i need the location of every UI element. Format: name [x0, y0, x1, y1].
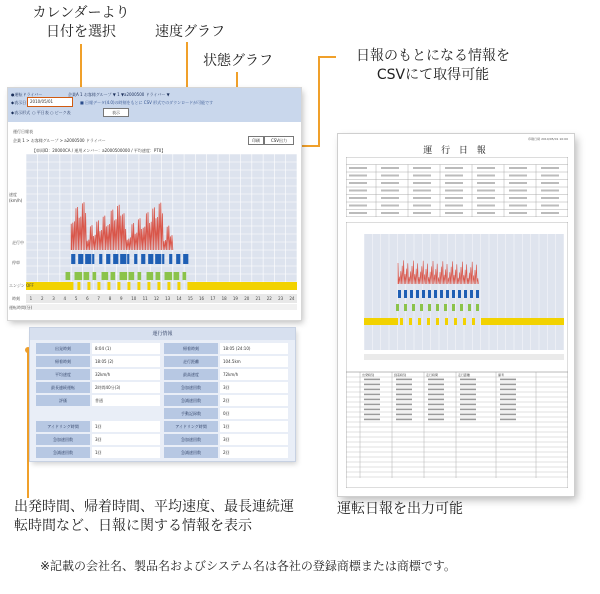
info-value: 3回	[220, 382, 288, 393]
trip-cell-text	[428, 389, 444, 391]
trip-cell-text	[500, 394, 516, 396]
info-value: 18:05 (24:10)	[220, 343, 288, 354]
info-row	[36, 369, 289, 382]
header-cell-text	[477, 212, 495, 214]
info-label: 出発時刻	[36, 343, 90, 354]
header-cell-text	[349, 190, 367, 192]
header-cell-text	[381, 182, 399, 184]
trip-cell-text	[396, 399, 412, 401]
engine-off-segment	[137, 282, 140, 290]
header-cell-text	[445, 212, 463, 214]
report-engine-off-segment	[400, 318, 403, 325]
calendar-callout	[22, 4, 140, 42]
trip-cell-text	[396, 414, 412, 416]
info-value	[92, 408, 160, 419]
info-value: 1回	[92, 421, 160, 432]
trip-cell-text	[396, 389, 412, 391]
printed-daily-report	[338, 134, 574, 496]
report-moving-segment	[398, 290, 401, 298]
trip-header-label: 走行時間	[426, 372, 439, 377]
trip-cell-text	[500, 414, 516, 416]
engine-off-segment	[177, 282, 180, 290]
x-tick-label: 8	[108, 296, 112, 301]
x-tick-label: 23	[278, 296, 284, 301]
trip-header-label: 備考	[498, 372, 505, 377]
stopped-segment	[183, 272, 187, 280]
header-cell-text	[381, 167, 399, 169]
trip-cell-text	[460, 414, 476, 416]
report-moving-segment	[440, 290, 443, 298]
header-cell-text	[381, 190, 399, 192]
trip-cell-text	[500, 419, 516, 421]
info-callout	[14, 498, 294, 536]
trip-cell-text	[500, 389, 516, 391]
info-row	[36, 408, 289, 421]
info-value: 2回	[220, 395, 288, 406]
header-cell-text	[445, 175, 463, 177]
report-trip-table	[346, 372, 568, 488]
info-value: 1回	[220, 421, 288, 432]
info-label: 走行距離	[164, 356, 218, 367]
header-cell-text	[477, 205, 495, 207]
date-label: ◆表示日	[11, 100, 27, 105]
engine-off-segment	[167, 282, 170, 290]
stopped-segment	[147, 272, 154, 280]
print-button[interactable]: 印刷	[248, 136, 264, 145]
info-value: 18:05 (2)	[92, 356, 160, 367]
trip-cell-text	[460, 404, 476, 406]
header-cell-text	[509, 175, 527, 177]
moving-segment	[99, 254, 102, 264]
info-label: 急加速回数	[36, 434, 90, 445]
report-moving-segment	[410, 290, 413, 298]
stopped-segment	[174, 272, 180, 280]
info-value: 1回	[92, 447, 160, 458]
report-engine-off-segment	[364, 318, 398, 325]
stopped-segment	[111, 272, 116, 280]
report-engine-off-segment	[436, 318, 439, 325]
header-cell-text	[445, 167, 463, 169]
info-callout-line1: 出発時間、帰着時間、平均速度、最長連続運	[14, 499, 294, 515]
header-cell-text	[349, 175, 367, 177]
trip-cell-text	[396, 409, 412, 411]
header-cell-text	[541, 190, 559, 192]
info-value: 0回	[220, 408, 288, 419]
moving-segment	[176, 254, 180, 264]
info-value: 104.5km	[220, 356, 288, 367]
stopped-segment	[75, 272, 83, 280]
header-cell-text	[541, 212, 559, 214]
daily-report-screen	[8, 88, 301, 320]
header-cell-text	[413, 190, 431, 192]
engine-off-segment	[117, 282, 120, 290]
header-cell-text	[509, 197, 527, 199]
operating-info-title: 運行情報	[30, 328, 295, 340]
header-cell-text	[541, 175, 559, 177]
trip-cell-text	[428, 394, 444, 396]
stopped-segment	[129, 272, 135, 280]
report-stopped-segment	[396, 304, 399, 311]
x-tick-label: 1	[29, 296, 33, 301]
x-tick-label: 11	[142, 296, 148, 301]
stopped-segment	[93, 272, 97, 280]
x-tick-label: 21	[255, 296, 261, 301]
header-cell-text	[413, 167, 431, 169]
report-engine-off-segment	[427, 318, 430, 325]
trademark-footnote: ※記載の会社名、製品名およびシステム名は各社の登録商標または商標です。	[40, 559, 456, 573]
csv-note: ■ 日報データ(4.0)の時刻をもとに CSV 形式でのダウンロードが可能です	[80, 100, 214, 105]
x-tick-label: 5	[74, 296, 78, 301]
print-callout: 運転日報を出力可能	[337, 501, 463, 517]
x-tick-label: 20	[244, 296, 250, 301]
moving-segment	[106, 254, 110, 264]
report-stopped-segment	[444, 304, 447, 311]
trip-cell-text	[500, 409, 516, 411]
x-tick-label: 9	[119, 296, 123, 301]
report-stopped-segment	[412, 304, 415, 311]
info-row	[36, 356, 289, 369]
print-date: 印刷日時 2010/05/01 10:00	[528, 137, 568, 141]
info-label	[36, 408, 90, 419]
engine-off-segment	[190, 282, 297, 290]
moving-segment	[127, 254, 129, 264]
operating-info-panel	[30, 328, 295, 461]
trip-cell-text	[396, 419, 412, 421]
driver-label: ●運転ドライバー	[11, 92, 43, 97]
x-tick-label: 24	[289, 296, 295, 301]
trip-cell-text	[500, 379, 516, 381]
date-picker-value: 2010/05/01	[30, 99, 54, 104]
header-cell-text	[413, 205, 431, 207]
csv-output-button[interactable]: CSV出力	[264, 136, 294, 145]
header-cell-text	[541, 197, 559, 199]
report-moving-segment	[458, 290, 461, 298]
header-cell-text	[509, 190, 527, 192]
header-cell-text	[413, 197, 431, 199]
report-stopped-segment	[420, 304, 423, 311]
info-label: アイドリング時間	[164, 421, 218, 432]
report-moving-segment	[428, 290, 431, 298]
moving-segment	[113, 254, 118, 264]
trip-cell-text	[428, 414, 444, 416]
trip-cell-text	[428, 384, 444, 386]
lane-label-engine-off: エンジン OFF	[9, 283, 34, 288]
moving-segment	[155, 254, 161, 264]
header-cell-text	[541, 167, 559, 169]
report-chart	[346, 222, 568, 372]
trip-cell-text	[364, 384, 380, 386]
report-stopped-segment	[452, 304, 455, 311]
group-selector[interactable]: 企業A 1 お客様グループ ▼ 1 ▼a2000500 ドライバー ▼	[68, 92, 170, 97]
status-chart	[26, 154, 297, 292]
trip-header-label: 走行距離	[458, 372, 471, 377]
trip-cell-text	[364, 394, 380, 396]
info-label: 急減速回数	[164, 447, 218, 458]
moving-segment	[78, 254, 83, 264]
engine-off-segment	[87, 282, 90, 290]
trip-cell-text	[500, 399, 516, 401]
trip-cell-text	[460, 394, 476, 396]
x-tick-label: 4	[63, 296, 67, 301]
info-label: 評価	[36, 395, 90, 406]
trip-cell-text	[460, 379, 476, 381]
moving-segment	[85, 254, 91, 264]
csv-leader-line-h1	[318, 56, 336, 58]
stopped-segment	[156, 272, 161, 280]
calendar-callout-line2: 日付を選択	[46, 24, 116, 40]
trip-cell-text	[364, 404, 380, 406]
report-moving-segment	[470, 290, 473, 298]
view-options[interactable]: ○ 平日表 ○ ピーク表	[32, 110, 71, 115]
report-moving-segment	[464, 290, 467, 298]
info-value: 72km/h	[220, 369, 288, 380]
csv-callout-line1: 日報のもとになる情報を	[356, 48, 510, 64]
x-tick-label: 6	[86, 296, 89, 301]
header-cell-text	[413, 175, 431, 177]
trip-cell-text	[396, 404, 412, 406]
trip-cell-text	[396, 394, 412, 396]
report-moving-segment	[446, 290, 449, 298]
header-cell-text	[413, 212, 431, 214]
company-line: 企業 1 > お客様グループ > a2000500 ドライバー	[13, 138, 106, 143]
info-value: 2時間40分(3)	[92, 382, 160, 393]
csv-callout-line2: CSVにて取得可能	[376, 67, 490, 83]
info-row	[36, 434, 289, 447]
trip-cell-text	[428, 399, 444, 401]
header-cell-text	[381, 197, 399, 199]
info-label: 急減速回数	[164, 395, 218, 406]
driving-time-row	[26, 304, 297, 310]
info-value: 2回	[220, 447, 288, 458]
trip-cell-text	[500, 404, 516, 406]
report-engine-off-segment	[484, 318, 564, 325]
header-cell-text	[349, 197, 367, 199]
engine-off-segment	[127, 282, 130, 290]
trip-cell-text	[460, 419, 476, 421]
header-cell-text	[445, 190, 463, 192]
x-tick-label: 17	[210, 296, 216, 301]
trip-cell-text	[364, 379, 380, 381]
info-value: 3回	[220, 434, 288, 445]
info-row	[36, 382, 289, 395]
report-stopped-segment	[404, 304, 407, 311]
moving-segment	[141, 254, 145, 264]
header-cell-text	[541, 205, 559, 207]
info-callout-line2: 転時間など、日報に関する情報を表示	[14, 518, 252, 534]
x-tick-label: 3	[52, 296, 55, 301]
report-engine-off-segment	[472, 318, 475, 325]
header-cell-text	[541, 182, 559, 184]
trip-cell-text	[460, 409, 476, 411]
x-tick-label: 22	[266, 296, 272, 301]
trip-cell-text	[428, 379, 444, 381]
moving-segment	[71, 254, 75, 264]
speed-graph-callout: 速度グラフ	[155, 24, 225, 40]
show-button[interactable]: 表示	[103, 108, 129, 117]
report-engine-off-segment	[445, 318, 448, 325]
info-row	[36, 447, 289, 460]
moving-segment	[134, 254, 137, 264]
stopped-lane	[66, 272, 187, 280]
lane-label-stopped: 停車	[12, 260, 20, 265]
trip-cell-text	[396, 379, 412, 381]
report-stopped-segment	[428, 304, 431, 311]
header-cell-text	[509, 205, 527, 207]
moving-segment	[120, 254, 126, 264]
engine-off-segment	[107, 282, 110, 290]
trip-cell-text	[396, 384, 412, 386]
info-label: 急加速回数	[164, 434, 218, 445]
trip-cell-text	[460, 389, 476, 391]
info-label: 手動記録数	[164, 408, 218, 419]
x-tick-label: 16	[199, 296, 205, 301]
trip-cell-text	[460, 399, 476, 401]
calendar-callout-line1: カレンダーより	[32, 5, 130, 21]
info-value: 32km/h	[92, 369, 160, 380]
engine-off-segment	[157, 282, 160, 290]
vehicle-line: 【車両ID：20000CA / 運用メンバー：a2000500000 / 平均速度：PT0】	[32, 148, 166, 153]
trip-cell-text	[428, 419, 444, 421]
stopped-segment	[138, 272, 142, 280]
header-cell-text	[381, 212, 399, 214]
info-leader-line	[27, 350, 29, 498]
header-cell-text	[509, 167, 527, 169]
trip-header-label: 出発時刻	[362, 372, 375, 377]
header-cell-text	[349, 167, 367, 169]
trip-cell-text	[500, 384, 516, 386]
engine-off-segment	[97, 282, 100, 290]
stopped-segment	[120, 272, 128, 280]
trip-cell-text	[364, 389, 380, 391]
report-header-table	[346, 157, 568, 217]
moving-segment	[148, 254, 153, 264]
report-moving-segment	[434, 290, 437, 298]
header-cell-text	[509, 182, 527, 184]
trip-cell-text	[364, 409, 380, 411]
report-title: 運 行 日 報	[423, 146, 489, 156]
trip-cell-text	[460, 384, 476, 386]
report-engine-off-segment	[463, 318, 466, 325]
trip-header-label: 到着時刻	[394, 372, 407, 377]
header-cell-text	[477, 167, 495, 169]
header-cell-text	[413, 182, 431, 184]
x-tick-label: 15	[187, 296, 193, 301]
x-tick-label: 19	[232, 296, 238, 301]
report-stopped-segment	[460, 304, 463, 311]
trip-cell-text	[364, 399, 380, 401]
report-stopped-segment	[436, 304, 439, 311]
info-row	[36, 395, 289, 408]
moving-segment	[183, 254, 188, 264]
moving-segment	[92, 254, 94, 264]
lane-label-speed: 速度(km/h)	[9, 192, 23, 203]
x-tick-label: 12	[153, 296, 159, 301]
x-tick-label: 14	[176, 296, 182, 301]
info-label: 急加速回数	[164, 382, 218, 393]
status-graph-callout: 状態グラフ	[203, 53, 273, 69]
view-label: ◆表示形式	[11, 110, 31, 115]
info-label: アイドリング時間	[36, 421, 90, 432]
report-engine-off-segment	[418, 318, 421, 325]
header-cell-text	[445, 205, 463, 207]
header-cell-text	[349, 212, 367, 214]
info-value: 8:04 (1)	[92, 343, 160, 354]
header-cell-text	[477, 175, 495, 177]
header-cell-text	[381, 205, 399, 207]
driving-time-label: 運転時間(分)	[9, 305, 33, 310]
info-row	[36, 343, 289, 356]
x-tick-label: 2	[40, 296, 44, 301]
info-label: 最高速度	[164, 369, 218, 380]
header-cell-text	[381, 175, 399, 177]
report-moving-segment	[416, 290, 419, 298]
report-moving-segment	[476, 290, 479, 298]
info-label: 帰着時刻	[36, 356, 90, 367]
x-tick-label: 13	[165, 296, 171, 301]
report-engine-off-segment	[454, 318, 457, 325]
trip-cell-text	[364, 414, 380, 416]
report-engine-off-segment	[481, 318, 484, 325]
trip-cell-text	[364, 419, 380, 421]
stopped-segment	[165, 272, 173, 280]
report-stopped-segment	[468, 304, 471, 311]
info-label: 平均速度	[36, 369, 90, 380]
info-label: 最長連続運転	[36, 382, 90, 393]
x-tick-label: 7	[97, 296, 100, 301]
engine-off-segment	[147, 282, 150, 290]
x-axis-title: 時刻	[12, 296, 20, 301]
info-value: 3回	[92, 434, 160, 445]
report-stopped-segment	[476, 304, 479, 311]
header-cell-text	[477, 197, 495, 199]
header-cell-text	[445, 197, 463, 199]
header-cell-text	[445, 182, 463, 184]
header-cell-text	[477, 190, 495, 192]
header-cell-text	[477, 182, 495, 184]
csv-leader-line-v	[318, 56, 320, 146]
csv-callout	[338, 47, 528, 85]
header-cell-text	[509, 212, 527, 214]
moving-segment	[169, 254, 172, 264]
header-cell-text	[349, 205, 367, 207]
engine-off-segment	[77, 282, 80, 290]
info-label: 帰着時刻	[164, 343, 218, 354]
trip-cell-text	[428, 404, 444, 406]
report-moving-segment	[422, 290, 425, 298]
info-row	[36, 421, 289, 434]
section-title: 運行日報表	[13, 129, 33, 134]
report-engine-off-segment	[409, 318, 412, 325]
info-value: 普通	[92, 395, 160, 406]
trip-cell-text	[428, 409, 444, 411]
info-label: 急減速回数	[36, 447, 90, 458]
report-moving-segment	[404, 290, 407, 298]
x-tick-label: 10	[131, 296, 137, 301]
stopped-segment	[102, 272, 109, 280]
report-axis-row	[364, 354, 564, 360]
header-cell-text	[349, 182, 367, 184]
moving-segment	[162, 254, 164, 264]
stopped-segment	[66, 272, 71, 280]
report-moving-segment	[452, 290, 455, 298]
x-tick-label: 18	[221, 296, 227, 301]
lane-label-moving: 走行中	[12, 240, 24, 245]
stopped-segment	[84, 272, 90, 280]
